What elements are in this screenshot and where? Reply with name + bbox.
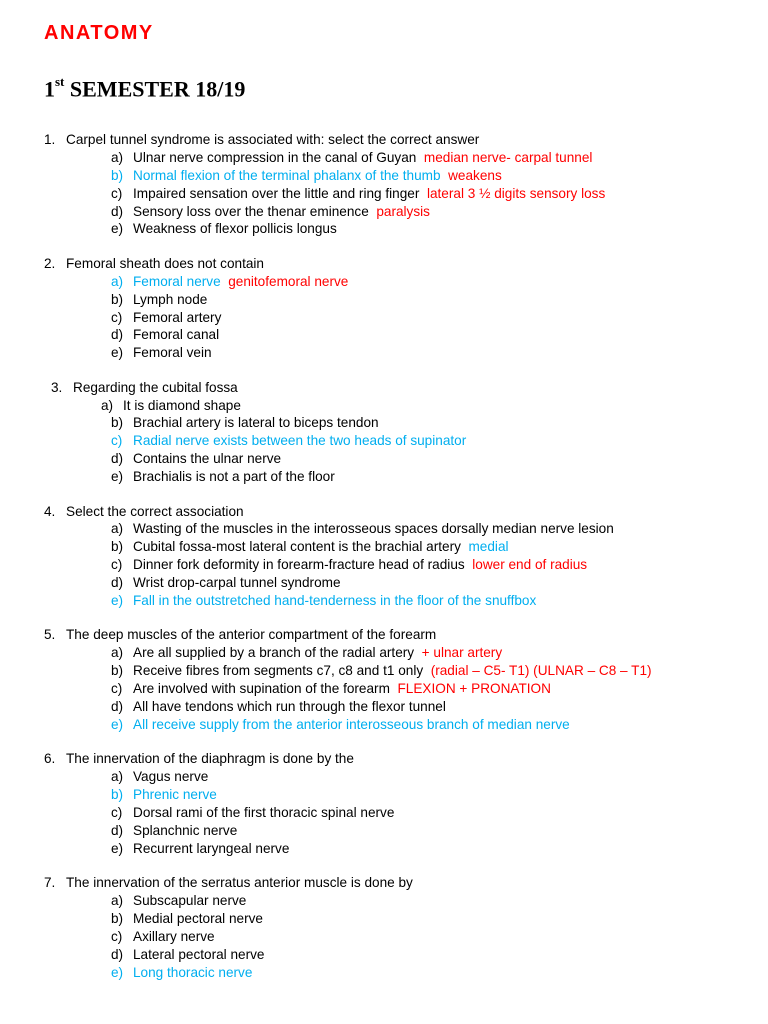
answer-option-d [0, 946, 768, 964]
question-text: Regarding the cubital fossa [73, 379, 238, 395]
question-text: Carpel tunnel syndrome is associated with: select the correct answer [66, 132, 480, 147]
option-letter: b) [111, 291, 124, 307]
option-letter: c) [111, 309, 123, 325]
question-stem [0, 131, 768, 149]
answer-option-b [0, 910, 768, 928]
question-stem [0, 503, 768, 521]
option-letter: d) [111, 451, 124, 467]
option-text: All receive supply from the anterior interosseous branch of median nerve [133, 716, 570, 732]
option-letter: b) [111, 663, 124, 679]
option-letter: b) [111, 539, 124, 555]
option-letter: a) [111, 892, 124, 908]
option-letter: b) [111, 415, 124, 431]
annotation-note: median nerve- carpal tunnel [416, 149, 593, 165]
answer-option-e [0, 840, 768, 858]
question-3 [0, 379, 768, 486]
option-letter: e) [111, 716, 124, 732]
question-number: 3. [51, 379, 63, 395]
option-letter: c) [111, 928, 123, 944]
option-text: Lateral pectoral nerve [133, 946, 265, 962]
annotation-note: paralysis [368, 203, 430, 219]
option-text: Wasting of the muscles in the interosseous spaces dorsally median nerve lesion [133, 521, 614, 537]
option-text: Receive fibres from segments c7, c8 and t1 only [133, 663, 424, 679]
answer-option-b [0, 662, 768, 680]
answer-option-b [0, 291, 768, 309]
option-text: Dorsal rami of the first thoracic spinal nerve [133, 804, 395, 820]
option-letter: a) [111, 521, 124, 537]
question-stem [0, 255, 768, 273]
answer-option-d [0, 698, 768, 716]
answer-option-a [0, 892, 768, 910]
option-letter: d) [111, 327, 124, 343]
option-text: Long thoracic nerve [133, 964, 253, 980]
option-letter: e) [111, 221, 124, 237]
option-letter: d) [111, 946, 124, 962]
option-letter: e) [111, 840, 124, 856]
option-letter: e) [111, 592, 124, 608]
question-number: 5. [44, 627, 56, 643]
option-letter: e) [111, 345, 124, 361]
option-text: Axillary nerve [133, 928, 215, 944]
answer-option-d [0, 450, 768, 468]
option-text: Vagus nerve [133, 769, 209, 785]
option-text: Medial pectoral nerve [133, 910, 263, 926]
answer-option-e [0, 716, 768, 734]
question-2 [0, 255, 768, 362]
option-text: Are involved with supination of the forearm [133, 681, 390, 697]
answer-option-c [0, 432, 768, 450]
option-text: Contains the ulnar nerve [133, 451, 282, 467]
option-text: Subscapular nerve [133, 892, 247, 908]
option-text: Brachialis is not a part of the floor [133, 469, 335, 485]
question-number: 2. [44, 255, 56, 271]
option-text: Femoral vein [133, 345, 212, 361]
option-text: It is diamond shape [123, 397, 241, 413]
semester-number: 1 [44, 76, 55, 102]
option-text: Femoral artery [133, 309, 222, 325]
answer-option-c [0, 680, 768, 698]
answer-option-c [0, 928, 768, 946]
question-number: 7. [44, 875, 56, 891]
answer-option-a [0, 273, 768, 291]
annotation-note: lateral 3 ½ digits sensory loss [419, 185, 606, 201]
answer-option-b [0, 786, 768, 804]
annotation-note: weakens [440, 167, 502, 183]
annotation-note: (radial – C5- T1) (ULNAR – C8 – T1) [423, 663, 652, 679]
question-number: 4. [44, 503, 56, 519]
answer-option-a [0, 149, 768, 167]
answer-option-c [0, 185, 768, 203]
question-stem [0, 874, 768, 892]
question-stem [0, 626, 768, 644]
option-letter: a) [101, 397, 114, 413]
option-text: Weakness of flexor pollicis longus [133, 221, 337, 237]
option-text: Wrist drop-carpal tunnel syndrome [133, 575, 341, 591]
option-text: Ulnar nerve compression in the canal of Guyan [133, 149, 417, 165]
answer-option-b [0, 538, 768, 556]
answer-option-c [0, 804, 768, 822]
question-text: The innervation of the diaphragm is done by the [66, 751, 354, 767]
option-text: Femoral canal [133, 327, 220, 343]
option-letter: a) [111, 149, 124, 165]
answer-option-e [0, 220, 768, 238]
option-letter: b) [111, 787, 124, 802]
option-letter: e) [111, 964, 124, 980]
annotation-note: genitofemoral nerve [220, 273, 349, 289]
semester-heading [44, 76, 245, 102]
document-title: ANATOMY [44, 22, 154, 44]
annotation-note: FLEXION + PRONATION [389, 681, 551, 697]
annotation-note: lower end of radius [464, 557, 588, 573]
option-text: Brachial artery is lateral to biceps tendon [133, 415, 379, 431]
answer-option-b [0, 414, 768, 432]
option-letter: d) [111, 203, 124, 219]
answer-option-e [0, 468, 768, 486]
question-text: The deep muscles of the anterior compartment of the forearm [66, 627, 437, 643]
option-text: Cubital fossa-most lateral content is the brachial artery [133, 539, 461, 555]
answer-option-b [0, 167, 768, 185]
option-text: Splanchnic nerve [133, 822, 238, 838]
option-letter: d) [111, 698, 124, 714]
answer-option-e [0, 964, 768, 982]
question-stem [0, 379, 768, 397]
answer-option-a [0, 644, 768, 662]
question-list [0, 131, 768, 998]
option-letter: d) [111, 822, 124, 838]
question-4 [0, 503, 768, 610]
option-text: Femoral nerve [133, 273, 221, 289]
option-letter: c) [111, 433, 123, 449]
question-text: The innervation of the serratus anterior muscle is done by [66, 875, 413, 891]
option-text: Fall in the outstretched hand-tenderness in the floor of the snuffbox [133, 592, 537, 608]
option-text: Impaired sensation over the little and ring finger [133, 185, 420, 201]
option-text: Are all supplied by a branch of the radial artery [133, 645, 415, 661]
option-text: Sensory loss over the thenar eminence [133, 203, 369, 219]
option-text: Recurrent laryngeal nerve [133, 840, 290, 856]
answer-option-e [0, 592, 768, 610]
answer-option-a [0, 520, 768, 538]
option-text: Normal flexion of the terminal phalanx of the thumb [133, 167, 441, 183]
answer-option-a [0, 397, 768, 415]
question-stem [0, 750, 768, 768]
option-letter: b) [111, 167, 124, 183]
answer-option-c [0, 556, 768, 574]
answer-option-a [0, 768, 768, 786]
question-number: 1. [44, 132, 56, 147]
option-text: Dinner fork deformity in forearm-fracture head of radius [133, 557, 465, 573]
question-text: Select the correct association [66, 503, 244, 519]
option-letter: e) [111, 469, 124, 485]
semester-ordinal: st [55, 74, 65, 89]
option-text: All have tendons which run through the flexor tunnel [133, 698, 446, 714]
answer-option-d [0, 822, 768, 840]
question-1 [0, 131, 768, 238]
answer-option-e [0, 344, 768, 362]
annotation-note: medial [460, 539, 509, 555]
question-number: 6. [44, 751, 56, 767]
question-6 [0, 750, 768, 857]
answer-option-d [0, 326, 768, 344]
option-text: Phrenic nerve [133, 787, 217, 802]
option-letter: c) [111, 557, 123, 573]
option-letter: a) [111, 769, 124, 785]
option-letter: c) [111, 804, 123, 820]
option-letter: c) [111, 681, 123, 697]
annotation-note: + ulnar artery [414, 645, 503, 661]
semester-label: SEMESTER 18/19 [64, 76, 246, 102]
option-text: Radial nerve exists between the two heads of supinator [133, 433, 467, 449]
option-letter: a) [111, 273, 124, 289]
option-letter: a) [111, 645, 124, 661]
answer-option-d [0, 574, 768, 592]
option-letter: c) [111, 185, 123, 201]
option-text: Lymph node [133, 291, 208, 307]
option-letter: d) [111, 575, 124, 591]
answer-option-c [0, 309, 768, 327]
question-text: Femoral sheath does not contain [66, 255, 264, 271]
option-letter: b) [111, 910, 124, 926]
question-7 [0, 874, 768, 981]
answer-option-d [0, 203, 768, 221]
question-5 [0, 626, 768, 733]
